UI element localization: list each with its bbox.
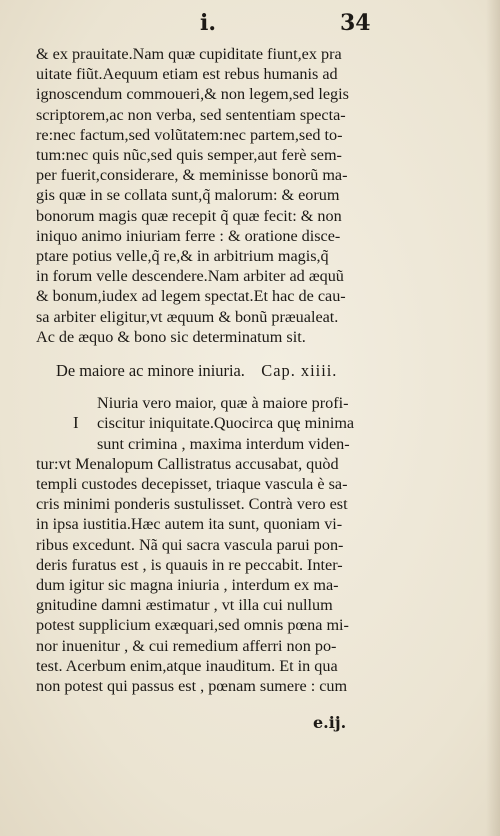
text-line: & bonum,iudex ad legem spectat.Et hac de cau- [36, 287, 346, 306]
text-line: sunt crimina , maxima interdum viden- [97, 434, 350, 453]
text-line: gnitudine damni æstimatur , vt illa cui nullum [36, 596, 333, 615]
text-line-with-initial [36, 413, 466, 433]
text-line: nor inuenitur , & cui remedium afferri non po- [36, 636, 337, 655]
drop-initial: I [73, 413, 79, 433]
paragraph-iniuria [36, 393, 466, 696]
text-line: scriptorem,ac non verba, sed sententiam specta- [36, 105, 346, 124]
text-line: Ac de æquo & bono sic determinatum sit. [36, 327, 306, 346]
text-line: sa arbiter eligitur,vt æquum & bonũ præualeat. [36, 307, 339, 326]
text-line: deris furatus est , is quauis in re peccabit. Inter- [36, 555, 343, 574]
text-line: in ipsa iustitia.Hæc autem ita sunt, quoniam vi- [36, 515, 343, 534]
text-line: iniquo animo iniuriam ferre : & oratione disce- [36, 226, 341, 245]
text-line: & ex prauitate.Nam quæ cupiditate fiunt,ex pra [36, 45, 342, 63]
catchword-signature: e.ij. [313, 713, 347, 732]
text-line: tum:nec quis nũc,sed quis semper,aut ferè sem- [36, 146, 342, 165]
text-line: ignoscendum commoueri,& non legem,sed legis [36, 85, 349, 104]
page-edge-shadow [486, 0, 500, 836]
paragraph-aequo-et-bono [36, 44, 466, 347]
text-line: in forum velle descendere.Nam arbiter ad æquũ [36, 267, 344, 286]
chapter-number: Cap. xiiii. [261, 361, 338, 381]
text-line: uitate fiũt.Aequum etiam est rebus humanis ad [36, 65, 338, 84]
text-line: per fuerit,considerare, & meminisse bonorũ ma- [36, 166, 348, 185]
chapter-title: De maiore ac minore iniuria. [56, 361, 245, 381]
text-line: test. Acerbum enim,atque inauditum. Et in qua [36, 656, 338, 675]
page-header [0, 10, 500, 40]
text-line: bonorum magis quæ recepit q̃ quæ fecit: & non [36, 206, 342, 225]
text-block [36, 44, 466, 696]
chapter-heading [56, 361, 466, 381]
text-line: tur:vt Menalopum Callistratus accusabat, quòd [36, 454, 339, 473]
text-line: ribus excedunt. Nã qui sacra vascula parui pon- [36, 535, 344, 554]
text-line: gis quæ in se collata sunt,q̃ malorum: & eorum [36, 186, 340, 205]
text-line: dum igitur sic magna iniuria , interdum ex ma- [36, 576, 339, 595]
text-line: re:nec factum,sed volũtatem:nec partem,sed to- [36, 125, 343, 144]
text-line: non potest qui passus est , pœnam sumere : cum [36, 677, 348, 696]
text-line: ciscitur iniquitate.Quocirca quę minima [97, 414, 355, 433]
text-line: templi custodes decepisset, triaque vascula è sa- [36, 475, 348, 494]
text-line: potest supplicium exæquari,sed omnis pœna mi- [36, 616, 349, 635]
text-line: cris minimi ponderis sustulisset. Contrà vero est [36, 495, 348, 514]
text-line: Niuria vero maior, quæ à maiore profi- [97, 394, 349, 413]
signature-mark: i. [200, 10, 217, 36]
text-line: ptare potius velle,q̃ re,& in arbitrium magis,q̃ [36, 247, 329, 266]
page-number: 34 [340, 10, 371, 36]
